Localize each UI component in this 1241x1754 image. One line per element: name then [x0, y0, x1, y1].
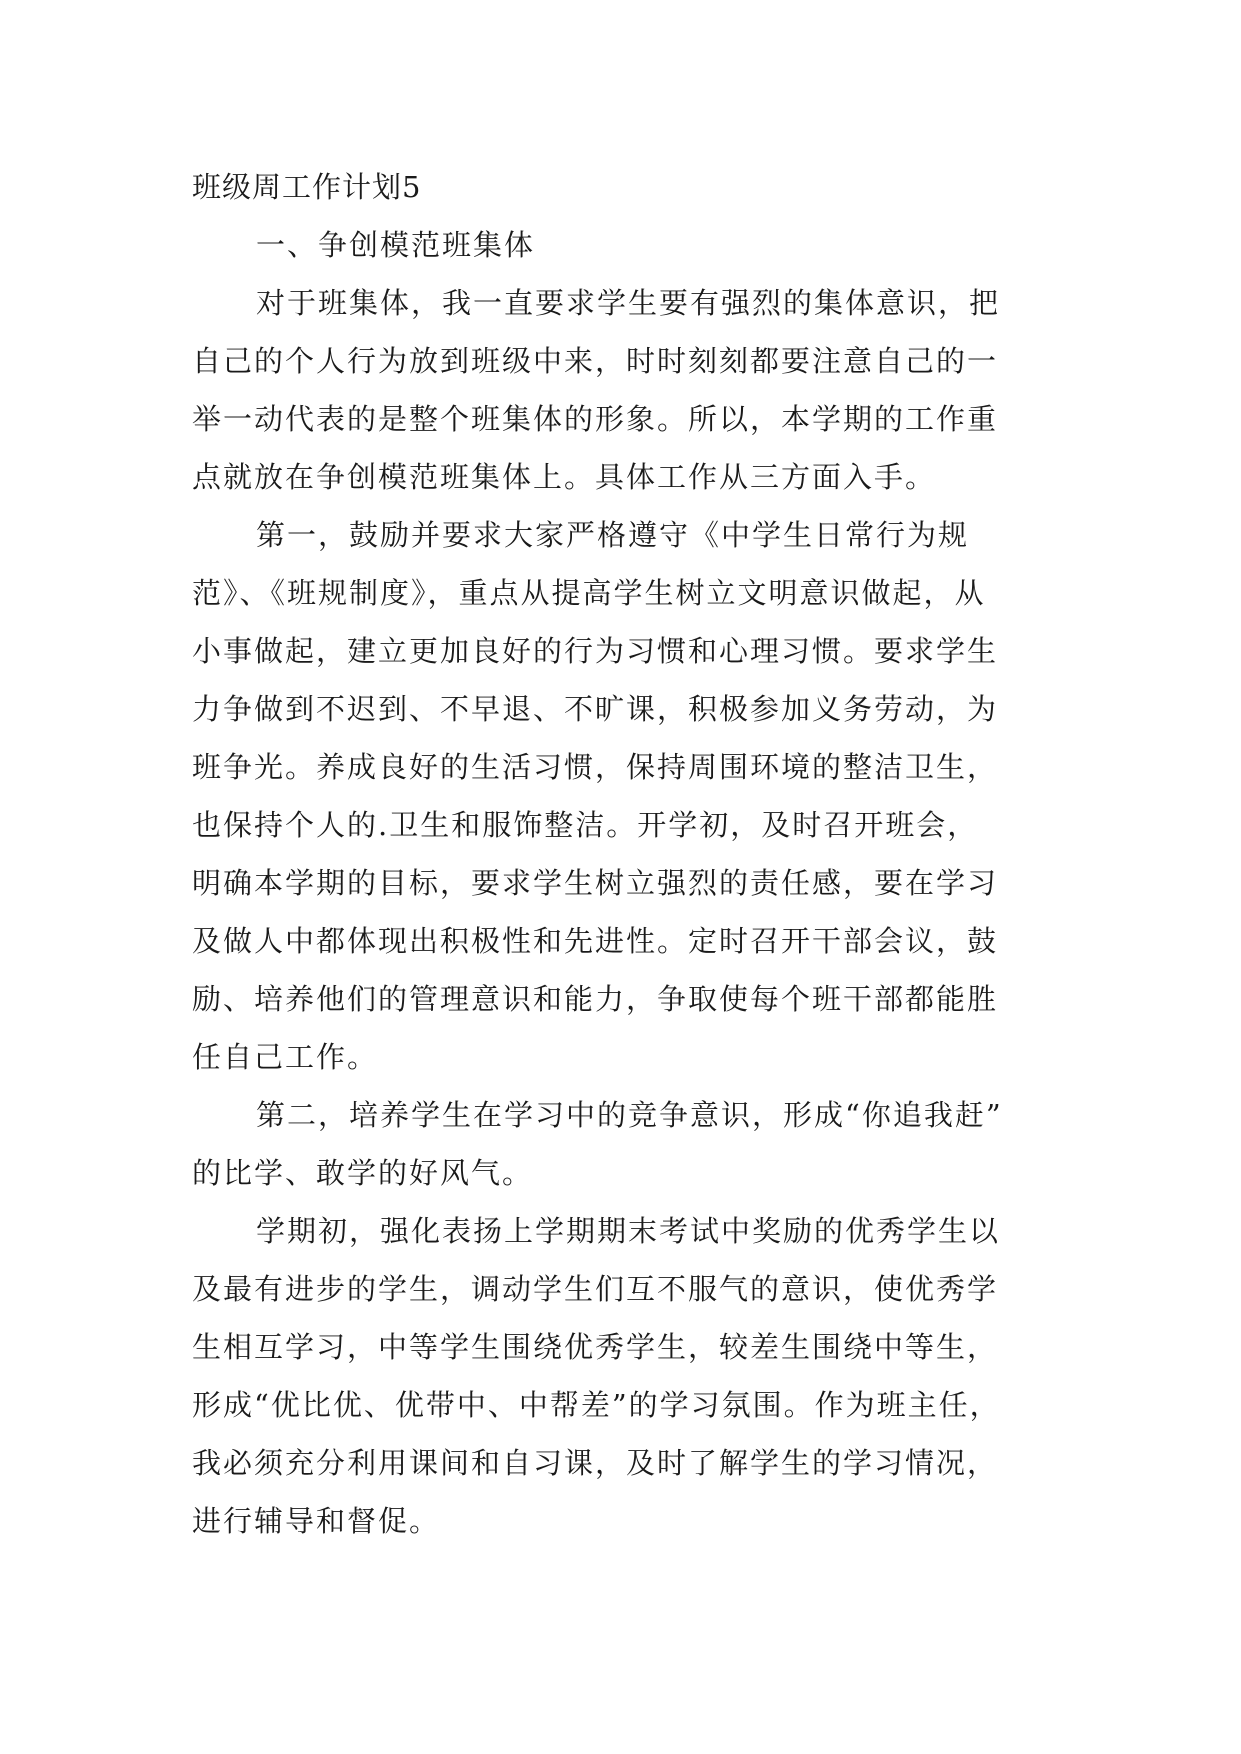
paragraph-line: 我必须充分利用课间和自习课，及时了解学生的学习情况， [192, 1446, 999, 1480]
paragraph-line: 小事做起，建立更加良好的行为习惯和心理习惯。要求学生 [192, 634, 999, 668]
paragraph-line: 也保持个人的.卫生和服饰整洁。开学初，及时召开班会， [192, 808, 979, 842]
paragraph-semester-start [192, 1202, 1052, 1550]
paragraph-line: 自己的个人行为放到班级中来，时时刻刻都要注意自己的一 [192, 344, 999, 378]
paragraph-line: 对于班集体，我一直要求学生要有强烈的集体意识，把 [256, 286, 1001, 320]
paragraph-line: 第二，培养学生在学习中的竞争意识，形成“你追我赶” [256, 1098, 1003, 1132]
paragraph-line: 明确本学期的目标，要求学生树立强烈的责任感，要在学习 [192, 866, 999, 900]
paragraph-intro [192, 274, 1052, 506]
paragraph-first-point [192, 506, 1052, 1086]
paragraph-line: 点就放在争创模范班集体上。具体工作从三方面入手。 [192, 460, 937, 494]
paragraph-line: 举一动代表的是整个班集体的形象。所以，本学期的工作重 [192, 402, 999, 436]
paragraph-line: 任自己工作。 [192, 1040, 379, 1074]
paragraph-line: 力争做到不迟到、不早退、不旷课，积极参加义务劳动，为 [192, 692, 999, 726]
paragraph-line: 学期初，强化表扬上学期期末考试中奖励的优秀学生以 [256, 1214, 1001, 1248]
paragraph-line: 范》、《班规制度》，重点从提高学生树立文明意识做起，从 [192, 576, 986, 610]
paragraph-line: 班争光。养成良好的生活习惯，保持周围环境的整洁卫生， [192, 750, 999, 784]
document-title: 班级周工作计划5 [192, 170, 422, 204]
paragraph-line: 一、争创模范班集体 [256, 228, 536, 262]
paragraph-line: 及做人中都体现出积极性和先进性。定时召开干部会议，鼓 [192, 924, 999, 958]
paragraph-line: 生相互学习，中等学生围绕优秀学生，较差生围绕中等生， [192, 1330, 999, 1364]
paragraph-line: 形成“优比优、优带中、中帮差”的学习氛围。作为班主任， [192, 1388, 1001, 1422]
paragraph-line: 进行辅导和督促。 [192, 1504, 441, 1538]
document-body [192, 158, 1052, 1550]
paragraph-section-heading [192, 216, 1052, 274]
paragraph-line: 的比学、敢学的好风气。 [192, 1156, 534, 1190]
paragraph-second-point [192, 1086, 1052, 1202]
paragraph-line: 及最有进步的学生，调动学生们互不服气的意识，使优秀学 [192, 1272, 999, 1306]
paragraph-line: 第一，鼓励并要求大家严格遵守《中学生日常行为规 [256, 518, 970, 552]
paragraph-line: 励、培养他们的管理意识和能力，争取使每个班干部都能胜 [192, 982, 999, 1016]
